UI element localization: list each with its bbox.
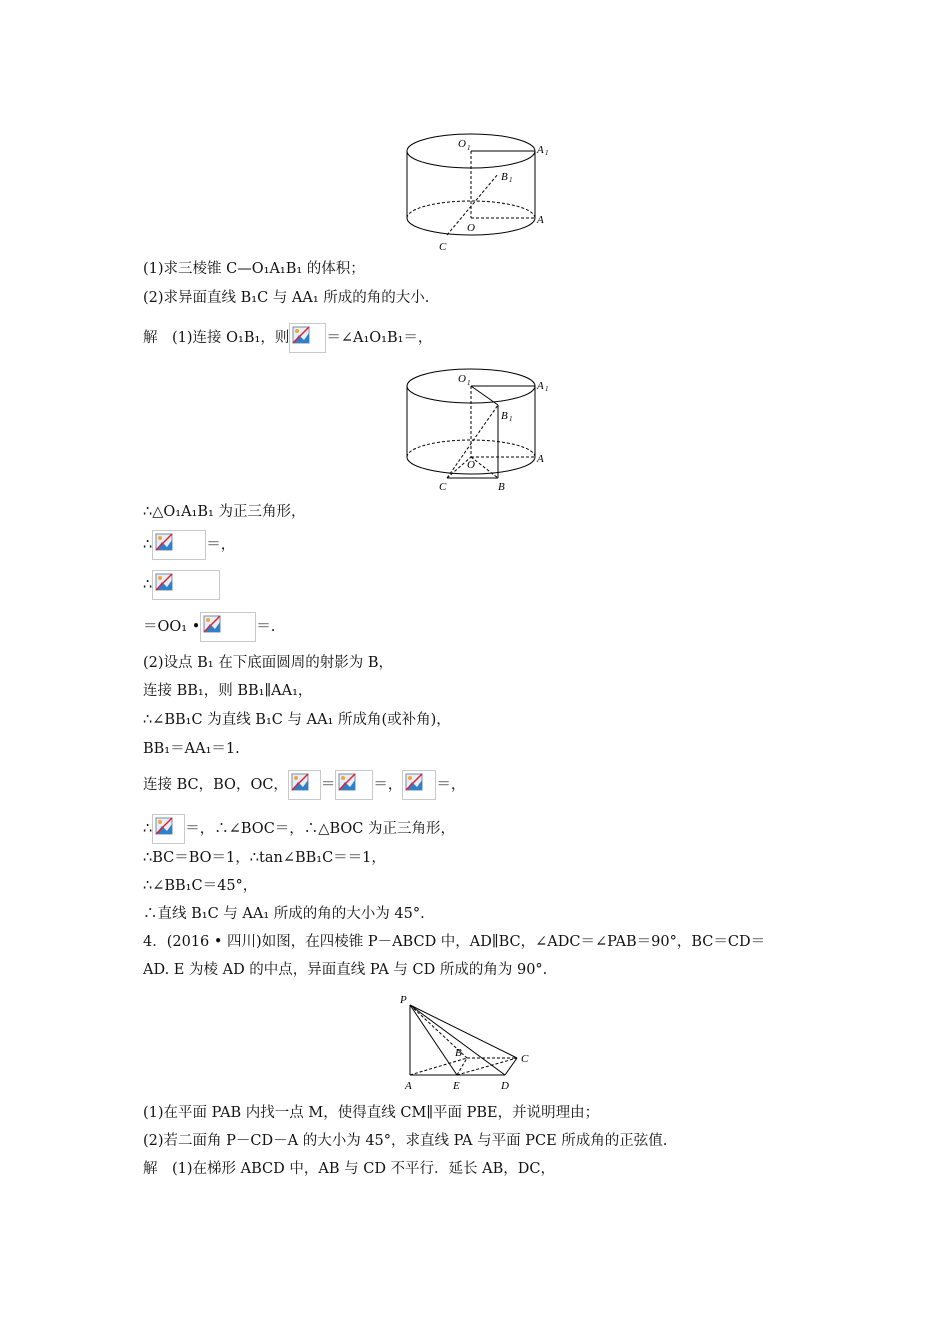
problem-4-line-1: 4．(2016 • 四川)如图，在四棱锥 P－ABCD 中，AD∥BC，∠ADC＝∠PAB＝90°，BC＝CD＝ <box>143 934 766 950</box>
problem-4-line-2: AD. E 为棱 AD 的中点，异面直线 PA 与 CD 所成的角为 90°. <box>143 962 548 978</box>
label-O1: O <box>458 373 466 385</box>
svg-text:1: 1 <box>545 149 549 157</box>
label-A1: A <box>537 144 544 156</box>
label-B: B <box>498 481 505 493</box>
solution-line-5: ＝OO₁ • ＝. <box>143 612 275 642</box>
label-O: O <box>467 222 475 234</box>
label-C: C <box>439 241 447 253</box>
question-2: (2)求异面直线 B₁C 与 AA₁ 所成的角的大小. <box>143 290 430 306</box>
label-O1: O <box>458 138 466 150</box>
label-P: P <box>400 994 407 1006</box>
label-B: B <box>455 1047 462 1059</box>
pyramid-figure <box>395 990 540 1095</box>
svg-text:1: 1 <box>467 144 471 152</box>
broken-image-icon <box>152 530 206 560</box>
svg-text:1: 1 <box>545 385 549 393</box>
label-C: C <box>439 481 447 493</box>
broken-image-icon <box>200 612 256 642</box>
cylinder-figure-2 <box>395 365 560 495</box>
solution-line-14: ∴直线 B₁C 与 AA₁ 所成的角的大小为 45°. <box>143 906 425 922</box>
problem-4-solution-line-1: 解 (1)在梯形 ABCD 中，AB 与 CD 不平行．延长 AB，DC， <box>143 1161 556 1177</box>
solution-line-12: ∴BC＝BO＝1，∴tan∠BB₁C＝＝1， <box>143 850 386 866</box>
solution-line-8: ∴∠BB₁C 为直线 B₁C 与 AA₁ 所成角(或补角)， <box>143 712 451 728</box>
label-O: O <box>467 459 475 471</box>
broken-image-icon <box>152 570 220 600</box>
solution-line-6: (2)设点 B₁ 在下底面圆周的射影为 B， <box>143 655 393 671</box>
problem-4-question-2: (2)若二面角 P－CD－A 的大小为 45°，求直线 PA 与平面 PCE 所成角的正弦值. <box>143 1133 668 1149</box>
solution-line-13: ∴∠BB₁C＝45°， <box>143 878 258 894</box>
svg-text:1: 1 <box>467 379 471 387</box>
solution-line-10: 连接 BC，BO，OC， ＝ ＝， ＝， <box>143 770 465 800</box>
broken-image-icon <box>402 770 436 800</box>
label-B1: B <box>501 171 508 183</box>
svg-text:1: 1 <box>509 415 513 423</box>
solution-line-11: ∴ ＝，∴∠BOC＝，∴△BOC 为正三角形， <box>143 814 455 844</box>
label-A: A <box>405 1080 412 1092</box>
solution-line-7: 连接 BB₁，则 BB₁∥AA₁， <box>143 683 313 699</box>
label-A1: A <box>537 380 544 392</box>
solution-line-2: ∴△O₁A₁B₁ 为正三角形， <box>143 504 306 520</box>
solution-line-1: 解 (1)连接 O₁B₁，则 ＝∠A₁O₁B₁＝， <box>143 323 432 353</box>
broken-image-icon <box>152 814 185 844</box>
problem-4-question-1: (1)在平面 PAB 内找一点 M，使得直线 CM∥平面 PBE，并说明理由； <box>143 1105 600 1121</box>
broken-image-icon <box>288 770 321 800</box>
label-D: D <box>501 1080 509 1092</box>
question-1: (1)求三棱锥 C—O₁A₁B₁ 的体积； <box>143 261 365 277</box>
solution-line-3: ∴ ＝， <box>143 530 235 560</box>
label-B1: B <box>501 410 508 422</box>
cylinder-figure-1 <box>395 130 560 255</box>
label-E: E <box>453 1080 460 1092</box>
label-A: A <box>537 214 544 226</box>
solution-line-4: ∴ <box>143 570 220 600</box>
solution-line-9: BB₁＝AA₁＝1. <box>143 741 240 757</box>
label-A: A <box>537 453 544 465</box>
label-C: C <box>521 1053 529 1065</box>
svg-text:1: 1 <box>509 176 513 184</box>
broken-image-icon <box>335 770 373 800</box>
broken-image-icon <box>289 323 326 353</box>
